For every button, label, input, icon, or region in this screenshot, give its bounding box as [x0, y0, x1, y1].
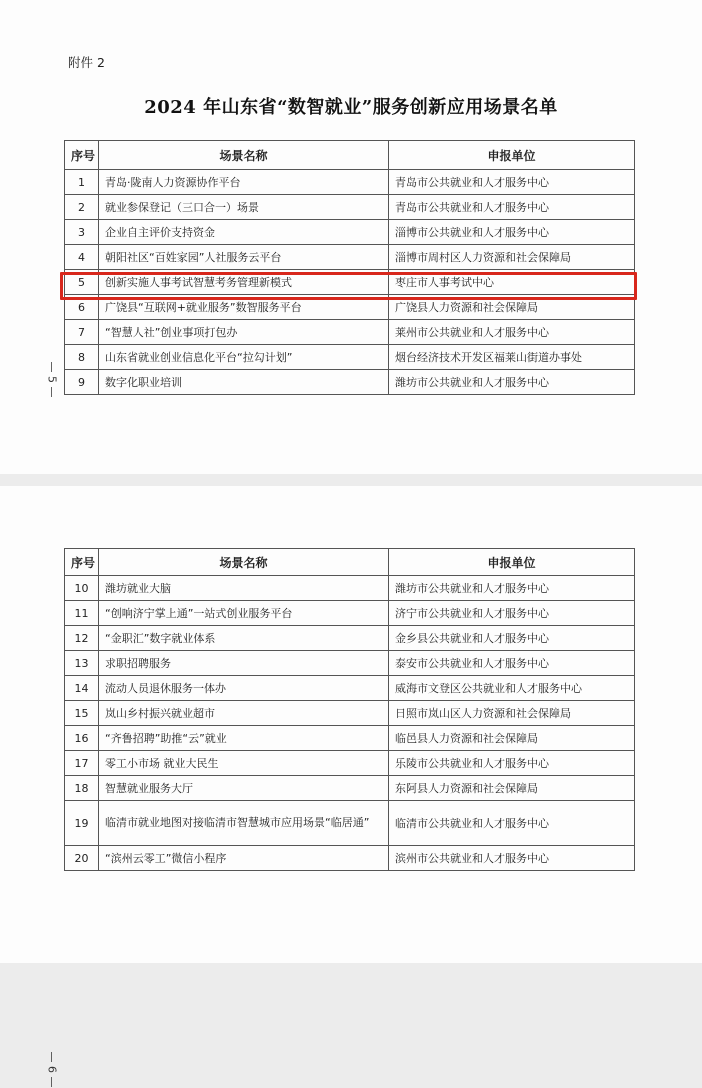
scenario-table-page-2	[64, 548, 635, 871]
table-row	[65, 245, 635, 270]
row-number-cell: 17	[65, 751, 99, 776]
table-row	[65, 370, 635, 395]
table-row	[65, 776, 635, 801]
scene-name-cell: 临清市就业地图对接临清市智慧城市应用场景“临居通”	[99, 801, 389, 846]
header-unit: 申报单位	[389, 141, 635, 170]
header-no: 序号	[65, 549, 99, 576]
scene-name-cell: 潍坊就业大脑	[99, 576, 389, 601]
row-number-cell: 15	[65, 701, 99, 726]
highlight-box	[60, 272, 637, 300]
header-unit: 申报单位	[389, 549, 635, 576]
row-number-cell: 19	[65, 801, 99, 846]
scene-name-cell: “齐鲁招聘”助推“云”就业	[99, 726, 389, 751]
applicant-unit-cell: 青岛市公共就业和人才服务中心	[389, 170, 635, 195]
table-row	[65, 345, 635, 370]
header-scene: 场景名称	[99, 549, 389, 576]
table-row	[65, 751, 635, 776]
scene-name-cell: 求职招聘服务	[99, 651, 389, 676]
scene-name-cell: 零工小市场 就业大民生	[99, 751, 389, 776]
scene-name-cell: 数字化职业培训	[99, 370, 389, 395]
row-number-cell: 5	[65, 270, 99, 295]
scene-name-cell: 朝阳社区“百姓家园”人社服务云平台	[99, 245, 389, 270]
applicant-unit-cell: 临邑县人力资源和社会保障局	[389, 726, 635, 751]
document-page-1	[0, 0, 702, 474]
scene-name-cell: “智慧人社”创业事项打包办	[99, 320, 389, 345]
row-number-cell: 3	[65, 220, 99, 245]
applicant-unit-cell: 临清市公共就业和人才服务中心	[389, 801, 635, 846]
table-header-row	[65, 549, 635, 576]
applicant-unit-cell: 金乡县公共就业和人才服务中心	[389, 626, 635, 651]
applicant-unit-cell: 泰安市公共就业和人才服务中心	[389, 651, 635, 676]
row-number-cell: 14	[65, 676, 99, 701]
table-row	[65, 846, 635, 871]
row-number-cell: 18	[65, 776, 99, 801]
applicant-unit-cell: 青岛市公共就业和人才服务中心	[389, 195, 635, 220]
header-no: 序号	[65, 141, 99, 170]
scene-name-cell: 企业自主评价支持资金	[99, 220, 389, 245]
applicant-unit-cell: 日照市岚山区人力资源和社会保障局	[389, 701, 635, 726]
scene-name-cell: “金职汇”数字就业体系	[99, 626, 389, 651]
applicant-unit-cell: 滨州市公共就业和人才服务中心	[389, 846, 635, 871]
applicant-unit-cell: 乐陵市公共就业和人才服务中心	[389, 751, 635, 776]
applicant-unit-cell: 淄博市公共就业和人才服务中心	[389, 220, 635, 245]
header-scene: 场景名称	[99, 141, 389, 170]
applicant-unit-cell: 广饶县人力资源和社会保障局	[389, 295, 635, 320]
row-number-cell: 8	[65, 345, 99, 370]
scene-name-cell: “创响济宁掌上通”一站式创业服务平台	[99, 601, 389, 626]
applicant-unit-cell: 东阿县人力资源和社会保障局	[389, 776, 635, 801]
applicant-unit-cell: 潍坊市公共就业和人才服务中心	[389, 370, 635, 395]
table-row	[65, 701, 635, 726]
applicant-unit-cell: 淄博市周村区人力资源和社会保障局	[389, 245, 635, 270]
attachment-label: 附件 2	[68, 55, 105, 70]
row-number-cell: 2	[65, 195, 99, 220]
row-number-cell: 13	[65, 651, 99, 676]
scene-name-cell: 创新实施人事考试智慧考务管理新模式	[99, 270, 389, 295]
scene-name-cell: 青岛·陇南人力资源协作平台	[99, 170, 389, 195]
scene-name-cell: 岚山乡村振兴就业超市	[99, 701, 389, 726]
table-row	[65, 320, 635, 345]
table-row	[65, 626, 635, 651]
row-number-cell: 9	[65, 370, 99, 395]
table-row	[65, 195, 635, 220]
applicant-unit-cell: 莱州市公共就业和人才服务中心	[389, 320, 635, 345]
page-number: — 6 —	[45, 1051, 59, 1088]
row-number-cell: 20	[65, 846, 99, 871]
table-row	[65, 220, 635, 245]
row-number-cell: 16	[65, 726, 99, 751]
scene-name-cell: 就业参保登记（三口合一）场景	[99, 195, 389, 220]
table-row	[65, 651, 635, 676]
page-number: — 5 —	[45, 361, 59, 398]
applicant-unit-cell: 烟台经济技术开发区福莱山街道办事处	[389, 345, 635, 370]
scene-name-cell: 山东省就业创业信息化平台“拉勾计划”	[99, 345, 389, 370]
row-number-cell: 1	[65, 170, 99, 195]
row-number-cell: 11	[65, 601, 99, 626]
table-row	[65, 801, 635, 846]
document-title: 2024 年山东省“数智就业”服务创新应用场景名单	[144, 97, 558, 118]
row-number-cell: 7	[65, 320, 99, 345]
table-row	[65, 676, 635, 701]
applicant-unit-cell: 威海市文登区公共就业和人才服务中心	[389, 676, 635, 701]
table-row	[65, 601, 635, 626]
scene-name-cell: 流动人员退休服务一体办	[99, 676, 389, 701]
scene-name-cell: 智慧就业服务大厅	[99, 776, 389, 801]
row-number-cell: 12	[65, 626, 99, 651]
row-number-cell: 4	[65, 245, 99, 270]
row-number-cell: 6	[65, 295, 99, 320]
table-header-row	[65, 141, 635, 170]
scenario-table-page-1	[64, 140, 635, 395]
applicant-unit-cell: 潍坊市公共就业和人才服务中心	[389, 576, 635, 601]
applicant-unit-cell: 枣庄市人事考试中心	[389, 270, 635, 295]
table-row	[65, 576, 635, 601]
scene-name-cell: 广饶县“互联网+就业服务”数智服务平台	[99, 295, 389, 320]
table-row	[65, 170, 635, 195]
scene-name-cell: “滨州云零工”微信小程序	[99, 846, 389, 871]
row-number-cell: 10	[65, 576, 99, 601]
table-row	[65, 726, 635, 751]
applicant-unit-cell: 济宁市公共就业和人才服务中心	[389, 601, 635, 626]
